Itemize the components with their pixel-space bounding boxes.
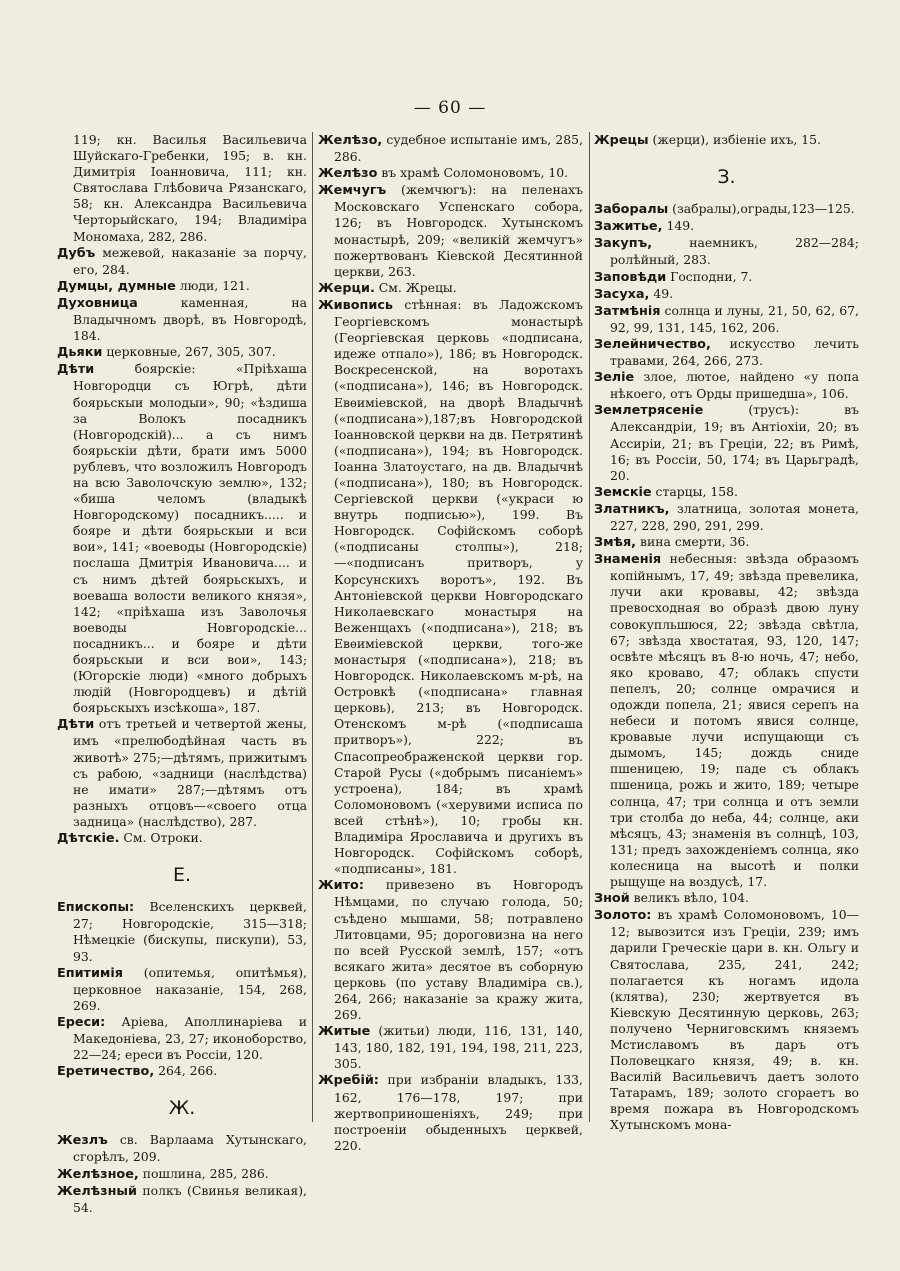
entry-text: каменная, на Владычномъ дворѣ, въ Новгородѣ, 184. [73,294,307,344]
index-entry [57,716,307,830]
entry-text: (жемчюгъ): на пеленахъ Московскаго Успенскаго собора, 126; въ Новгородск. Хутынскомъ монастырѣ, 209; «великій жемчугъ» пожертвованъ Кіевской Десятинной церкви, 263. [334,182,583,279]
entry-headword: Еретичество, [57,1064,155,1080]
page-number: — 60 — [413,98,487,118]
index-entry [57,1014,307,1063]
entry-text: (опитемья, опитѣмья), церковное наказаніе, 154, 268, 269. [73,964,307,1013]
entry-text: полкъ (Свинья великая), 54. [73,1182,307,1215]
entry-text: солнца и луны, 21, 50, 62, 67, 92, 99, 131, 145, 162, 206. [610,302,859,335]
index-entry [594,269,859,286]
index-entry [57,899,307,964]
entry-text: старцы, 158. [655,483,738,499]
entry-text: судебное испытаніе имъ, 285, 286. [334,132,583,165]
entry-text: боярскіе: «Пріѣхаша Новгородци съ Югрѣ, дѣти боярьскыи молодыи», 90; «ѣздиша за Волокъ посадникъ (Новгородскій)... а съ нимъ боярьскіи дѣти, брати имъ 5000 рублевъ, что возложилъ Новгородъ на всю Заволочскую землю», 132; «биша челомъ (владыкѣ Новгородскому) посадникъ..... и бояре и дѣти боярьскыи и вси вои», 141; «воеводы (Новгородскіе) послаша Дмитрія Ивановича.... и съ нимъ дѣтей боярьскыхъ, и воеваша волости великого князя», 142; «пріѣхаша изъ Заволочья воеводы Новгородскіе... посадникъ... и бояре и дѣти боярьскыи и вси вои», 143; (Югорскіе люди) «много добрыхъ людій (Новгородцевъ) и дѣтій боярьскыхъ изсѣкоша», 187. [73,361,307,716]
entry-headword: Золото: [594,908,652,924]
entry-headword: Дѣтскіе. [57,831,120,847]
index-entry [594,336,859,369]
entry-headword: Знаменія [594,552,662,568]
index-entry [594,534,859,551]
index-entry [594,551,859,890]
index-entry [594,201,859,218]
entry-text: Господни, 7. [670,268,753,284]
entry-headword: Златникъ, [594,501,670,517]
entry-headword: Желѣзо [318,166,378,182]
section-letter-zh: Ж. [168,1097,196,1120]
index-entry [594,484,859,501]
entry-headword: Духовница [57,295,138,311]
entry-headword: Жито: [318,878,364,894]
index-entry [57,1132,307,1165]
entry-list [57,1132,307,1215]
index-entry [318,877,583,1023]
index-entry [57,1183,307,1216]
entry-text: 49. [653,285,674,301]
index-entry [594,890,859,907]
column-divider [589,132,590,1122]
entry-text: Вселенскихъ церквей, 27; Новгородскіе, 315—318; Нѣмецкіе (бискупы, пискупи), 53, 93. [73,899,307,964]
entry-headword: Дѣти [57,362,95,378]
column-right [594,132,859,1134]
continued-entry-text: 119; кн. Василья Васильевича Шуйскаго-Гребенки, 195; в. кн. Димитрія Іоанновича, 111; кн. Святослава Глѣбовича Рязанскаго, 58; кн. Александра Васильевича Черторыйскаго, 194; Владиміра Мономаха, 282, 286. [73,132,307,244]
entry-headword: Жезлъ [57,1133,108,1149]
entry-text: (житьи) люди, 116, 131, 140, 143, 180, 182, 191, 194, 198, 211, 223, 305. [334,1023,583,1072]
entry-text: вина смерти, 36. [640,534,750,550]
index-entry [594,907,859,1133]
entry-headword: Думцы, думные [57,278,176,294]
entry-headword: Засуха, [594,286,650,302]
entry-text: златница, золотая монета, 227, 228, 290, 291, 299. [610,500,859,533]
index-entry [57,344,307,361]
entry-text: злое, лютое, найдено «у попа нѣкоего, отъ Орды пришедша», 106. [610,369,859,402]
entry-headword: Ереси: [57,1014,106,1030]
index-entry [318,1072,583,1153]
entry-headword: Живопись [318,297,394,313]
index-entry [594,132,859,149]
entry-text: (жерци), избіеніе ихъ, 15. [652,132,821,147]
entry-list [594,132,859,149]
column-left [57,132,307,1216]
entry-list [57,245,307,847]
index-entry [594,218,859,235]
entry-headword: Заповѣди [594,269,667,285]
index-entry [594,286,859,303]
index-entry [318,132,583,165]
entry-headword: Епитимія [57,965,123,981]
entry-text: въ храмѣ Соломоновомъ, 10—12; вывозится изъ Греціи, 239; имъ дарили Греческіе цари в. кн. Ольгу и Святослава, 235, 241, 242; полагается къ ногамъ идола (клятва), 230; жертвуется въ Кіевскую Десятинную церковь, 263; получено Черниговскимъ княземъ Мстиславомъ въ даръ отъ Половецкаго князя, 49; в. кн. Василій Васильевичъ даетъ золото Татарамъ, 189; золото сгораетъ во время пожара въ Новгородскомъ Хутынскомъ мона- [610,907,859,1133]
index-entry [594,303,859,336]
entry-headword: Желѣзный [57,1183,137,1199]
index-entry [594,369,859,402]
column-divider [312,132,313,1122]
entry-headword: Зелейничество, [594,336,711,352]
entry-text: въ храмѣ Соломоновомъ, 10. [381,165,569,181]
entry-text: 264, 266. [158,1063,218,1079]
entry-text: стѣнная: въ Ладожскомъ Георгіевскомъ монастырѣ (Георгіевская церковь «подписана, идеже отпало»), 186; въ Новгородск. Воскресенской, на воротахъ («подписана»), 146; въ Новгородск. Евѳиміевской, на дворѣ Владычнѣ («подписана»),187;въ Новгородской Іоанновской церкви на дв. Петрятинѣ («подписана»), 194; въ Новгородск. Іоанна Златоустаго, на дв. Владычнѣ («подписана»), 180; въ Новгородск. Сергіевской церкви («украси ю внутрь подписью»), 199. Въ Новгородск. Софійскомъ соборѣ («подписаны столпы»), 218;—«подписанъ притворъ, у Корсунскихъ воротъ», 192. Въ Антоніевской церкви Новгородскаго Николаевскаго монастыря на Веженщахъ («подписана»), 218; въ Евѳиміевской церкви, того-же монастыря («подписана»), 218; въ Новгородск. Николаевскомъ м-рѣ, на Островкѣ («подписана» главная церковь), 213; въ Новгородск. Отенскомъ м-рѣ («подписаша притворъ»), 222; въ Спасопреображенской церкви гор. Старой Русы («добрымъ писаніемъ» устроена), 184; въ храмѣ Соломоновомъ («херувими исписа по всей стѣнѣ»), 10; гробы кн. Владиміра Ярославича и другихъ въ Новгородск. Софійскомъ соборѣ, «подписаны», 181. [334,296,583,877]
entry-text: при избраніи владыкъ, 133, 162, 176—178, 197; при жертвоприношеніяхъ, 249; при построеніи обыденныхъ церквей, 220. [334,1072,583,1153]
index-entry [318,1023,583,1072]
index-entry [594,501,859,534]
entry-text: привезено въ Новгородъ Нѣмцами, по случаю голода, 50; съѣдено мышами, 58; потравлено Литовцами, 95; дороговизна на него по всей Русской землѣ, 157; «отъ всякаго жита» десятое въ соборную церковь (по уставу Владиміра св.), 264, 266; наказаніе за кражу жита, 269. [334,877,583,1023]
entry-headword: Жребій: [318,1073,379,1089]
entry-headword: Зеліе [594,370,635,386]
section-letter-e: Е. [172,864,192,887]
entry-text: отъ третьей и четвертой жены, имъ «прелюбодѣйная часть въ животѣ» 275;—дѣтямъ, прижитымъ съ рабою, «задници (наслѣдства) не имати» 287;—дѣтямъ отъ разныхъ отцовъ—«своего отца задница» (наслѣдство), 287. [73,716,307,829]
entry-headword: Земскіе [594,484,652,500]
column-middle [318,132,583,1154]
entry-text: межевой, наказаніе за порчу, его, 284. [73,244,307,277]
entry-headword: Дѣти [57,717,95,733]
index-entry [57,830,307,847]
entry-text: великъ вѣло, 104. [633,890,749,906]
entry-headword: Желѣзное, [57,1166,139,1182]
index-entry [57,1166,307,1183]
entry-headword: Змѣя, [594,535,637,551]
entry-headword: Жерци. [318,280,375,296]
entry-headword: Желѣзо, [318,133,383,148]
index-entry [57,1063,307,1080]
entry-text: 149. [666,218,695,234]
entry-headword: Землетрясеніе [594,403,704,419]
index-entry [57,295,307,344]
entry-text: См. Отроки. [123,830,203,846]
entry-headword: Житые [318,1024,371,1040]
entry-headword: Епископы: [57,900,135,916]
entry-list [318,132,583,1154]
index-entry [594,235,859,268]
section-letter-z: З. [717,166,736,189]
index-entry [57,245,307,278]
index-entry [318,165,583,182]
entry-headword: Жрецы [594,133,649,148]
index-entry [57,278,307,295]
index-entry [318,182,583,280]
entry-text: наемникъ, 282—284; ролѣйный, 283. [610,235,859,268]
entry-text: искусство лечить травами, 264, 266, 273. [610,335,859,369]
entry-text: небесныя: звѣзда образомъ копійнымъ, 17, 49; звѣзда превелика, лучи аки кровавы, 42; звѣзда превосходная во образѣ двою луну совокупльшюся, 22; звѣзда свѣтла, 67; звѣзда хвостатая, 93, 120, 147; освѣте мѣсяцъ въ 8-ю ночь, 47; небо, яко кроваво, 47; облакъ спусти пепелъ, 20; солнце омрачися и одожди попела, 21; явися серепъ на небеси и потомъ явися солнце, кровавые лучи испущающи съ дымомъ, 145; дождь сниде пшеницею, 19; паде съ облакъ пшеница, рожь и жито, 189; четыре солнца, 47; три солнца и отъ земли три столба до неба, 44; солнце, аки мѣсяцъ, 43; знаменія въ солнцѣ, 103, 131; предъ захожденіемъ солнца, яко колесница на высотѣ и полки рыщуще на воздусѣ, 17. [610,551,859,890]
entry-headword: Жемчугъ [318,183,387,199]
entry-text: Аріева, Аполлинаріева и Македоніева, 23, 27; иконоборство, 22—24; ереси въ Россіи, 120. [73,1013,307,1063]
entry-headword: Закупъ, [594,236,653,252]
entry-list [57,899,307,1080]
entry-headword: Зажитье, [594,219,663,235]
index-entry [318,297,583,877]
entry-text: (забралы),ограды,123—125. [672,201,855,217]
entry-text: См. Жрецы. [378,279,457,295]
entry-text: пошлина, 285, 286. [142,1165,269,1181]
entry-text: люди, 121. [179,277,250,293]
entry-text: (трусъ): въ Александріи, 19; въ Антіохіи, 20; въ Ассиріи, 21; въ Греціи, 22; въ Римѣ, 16; въ Россіи, 50, 174; въ Царьградѣ, 20. [610,402,859,483]
entry-headword: Заборалы [594,202,669,218]
index-entry [57,965,307,1014]
entry-headword: Дубъ [57,245,96,261]
index-entry [594,402,859,483]
entry-headword: Затмѣнія [594,303,661,319]
index-entry [57,361,307,716]
entry-headword: Зной [594,891,630,907]
index-entry [318,280,583,297]
entry-headword: Дьяки [57,345,103,361]
entry-text: св. Варлаама Хутынскаго, сгорѣлъ, 209. [73,1132,307,1165]
entry-list [594,201,859,1133]
entry-text: церковные, 267, 305, 307. [106,344,276,360]
